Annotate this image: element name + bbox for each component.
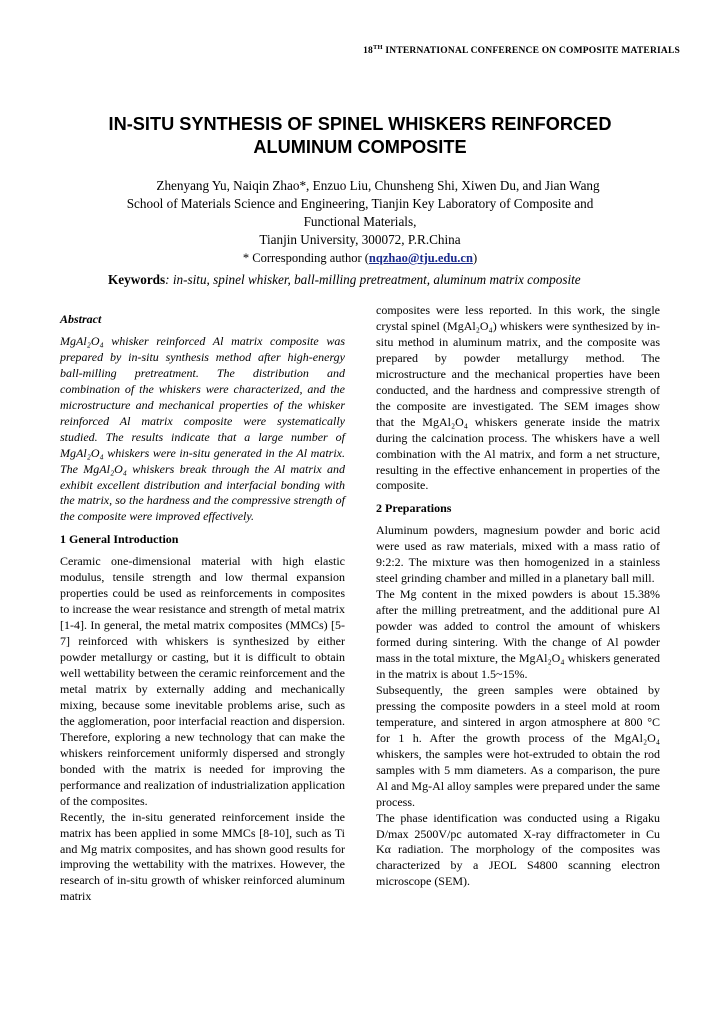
corresponding-suffix: )	[472, 251, 478, 265]
right-column	[376, 303, 660, 890]
section1-paragraph2-continued: composites were less reported. In this work, the single crystal spinel (MgAl₂O₄) whiskers were synthesized by in-situ method in aluminum matrix, and the composite was prepared by powder metallurgy method. The microstructure and the mechanical properties have been conducted, and the hardness and compressive strength of the composite are investigated. The SEM images show that the MgAl₂O₄ whiskers generate inside the matrix during the calcination process. The whiskers have a well combination with the Al matrix, and form a net structure, resulting in the effective enhancement in properties of the composite.	[376, 303, 660, 493]
keywords-text: : in-situ, spinel whisker, ball-milling pretreatment, aluminum matrix composite	[165, 272, 581, 287]
affiliation-line1: School of Materials Science and Engineering, Tianjin Key Laboratory of Composite and	[126, 196, 594, 211]
paper-title	[60, 113, 660, 159]
paper-title-line1: IN-SITU SYNTHESIS OF SPINEL WHISKERS REINFORCED	[108, 114, 612, 134]
affiliation-line3: Tianjin University, 300072, P.R.China	[259, 232, 461, 247]
section1-paragraph1: Ceramic one-dimensional material with high elastic modulus, tensile strength and low thermal expansion properties could be used as reinforcements in composites to increase the wear resistance and strength of metal matrix [1-4]. In general, the metal matrix composites (MMCs) [5-7] reinforced with whiskers is synthesized by either powder metallurgy or casting, but it is difficult to obtain well wettability between the ceramic reinforcement and the metal matrix by externally adding and mechanically mixing, because some inevitable problems arise, such as the agglomeration, poor interfacial reaction and dispersion. Therefore, exploring a new technology that can make the whiskers reinforcement uniformly dispersed and strongly bonded with the matrix is needed for improving the performance and realization of industrialization application of the composites.	[60, 554, 345, 808]
abstract-body: MgAl₂O₄ whisker reinforced Al matrix composite was prepared by in-situ synthesis method after high-energy ball-milling pretreatment. The distribution and combination of the whiskers were characterized, and the microstructure and mechanical properties of the whisker reinforced Al matrix composite were systematically studied. The results indicate that a large number of MgAl₂O₄ whiskers were in-situ generated in the Al matrix. The MgAl₂O₄ whiskers break through the Al matrix and exhibit excellent distribution and interfacial bonding with the matrix, so the hardness and the compressive strength of the composite were improved effectively.	[60, 333, 345, 524]
corresponding-author	[60, 249, 660, 267]
author-names: Zhenyang Yu, Naiqin Zhao*, Enzuo Liu, Chunsheng Shi, Xiwen Du, and Jian Wang	[156, 178, 600, 193]
section2-paragraph2: The Mg content in the mixed powders is about 15.38% after the milling pretreatment, and the additional pure Al powder was added to control the amount of whiskers formed during sintering. With the change of Al powder mass in the total mixture, the MgAl₂O₄ whiskers generated in the matrix is about 1.5~15%.	[376, 587, 660, 681]
conference-number-suffix: TH	[373, 44, 383, 51]
section2-paragraph4: The phase identification was conducted using a Rigaku D/max 2500V/pc automated X-ray diffractometer in Cu Kα radiation. The morphology of the composites was characterized by a JEOL S4800 scanning electron microscope (SEM).	[376, 810, 660, 889]
keywords-line	[108, 272, 680, 288]
section2-heading: 2 Preparations	[376, 501, 452, 516]
conference-header	[363, 44, 680, 56]
paper-title-line2: ALUMINUM COMPOSITE	[253, 137, 467, 157]
section2-paragraph3: Subsequently, the green samples were obtained by pressing the composite powders in a steel mold at room temperature, and sintered in argon atmosphere at 800 °C for 1 h. After the growth process of the MgAl₂O₄ whiskers, the samples were hot-extruded to obtain the rod samples with 5 mm diameters. As a comparison, the pure Al and Mg-Al alloy samples were prepared under the same process.	[376, 682, 660, 809]
abstract-heading: Abstract	[60, 312, 102, 326]
section2-paragraph1: Aluminum powders, magnesium powder and boric acid were used as raw materials, mixed with a mass ratio of 9:2:2. The mixture was then homogenized in a stainless steel grinding chamber and milled in a planetary ball mill.	[376, 523, 660, 586]
conference-name: INTERNATIONAL CONFERENCE ON COMPOSITE MATERIALS	[382, 46, 680, 57]
corresponding-email-link[interactable]: nqzhao@tju.edu.cn	[368, 251, 473, 265]
conference-number: 18	[363, 46, 373, 57]
corresponding-prefix: * Corresponding author (	[242, 251, 369, 265]
affiliation-line2: Functional Materials,	[303, 214, 417, 229]
keywords-label: Keywords	[108, 272, 166, 287]
author-block	[60, 177, 660, 267]
left-column	[60, 303, 345, 905]
section1-heading: 1 General Introduction	[60, 532, 179, 547]
section1-paragraph2: Recently, the in-situ generated reinforcement inside the matrix has been applied in some MMCs [8-10], such as Ti and Mg matrix composites, and has shown good results for improving the wettability with the matrixes. However, the research of in-situ growth of whisker reinforced aluminum matrix	[60, 809, 345, 904]
